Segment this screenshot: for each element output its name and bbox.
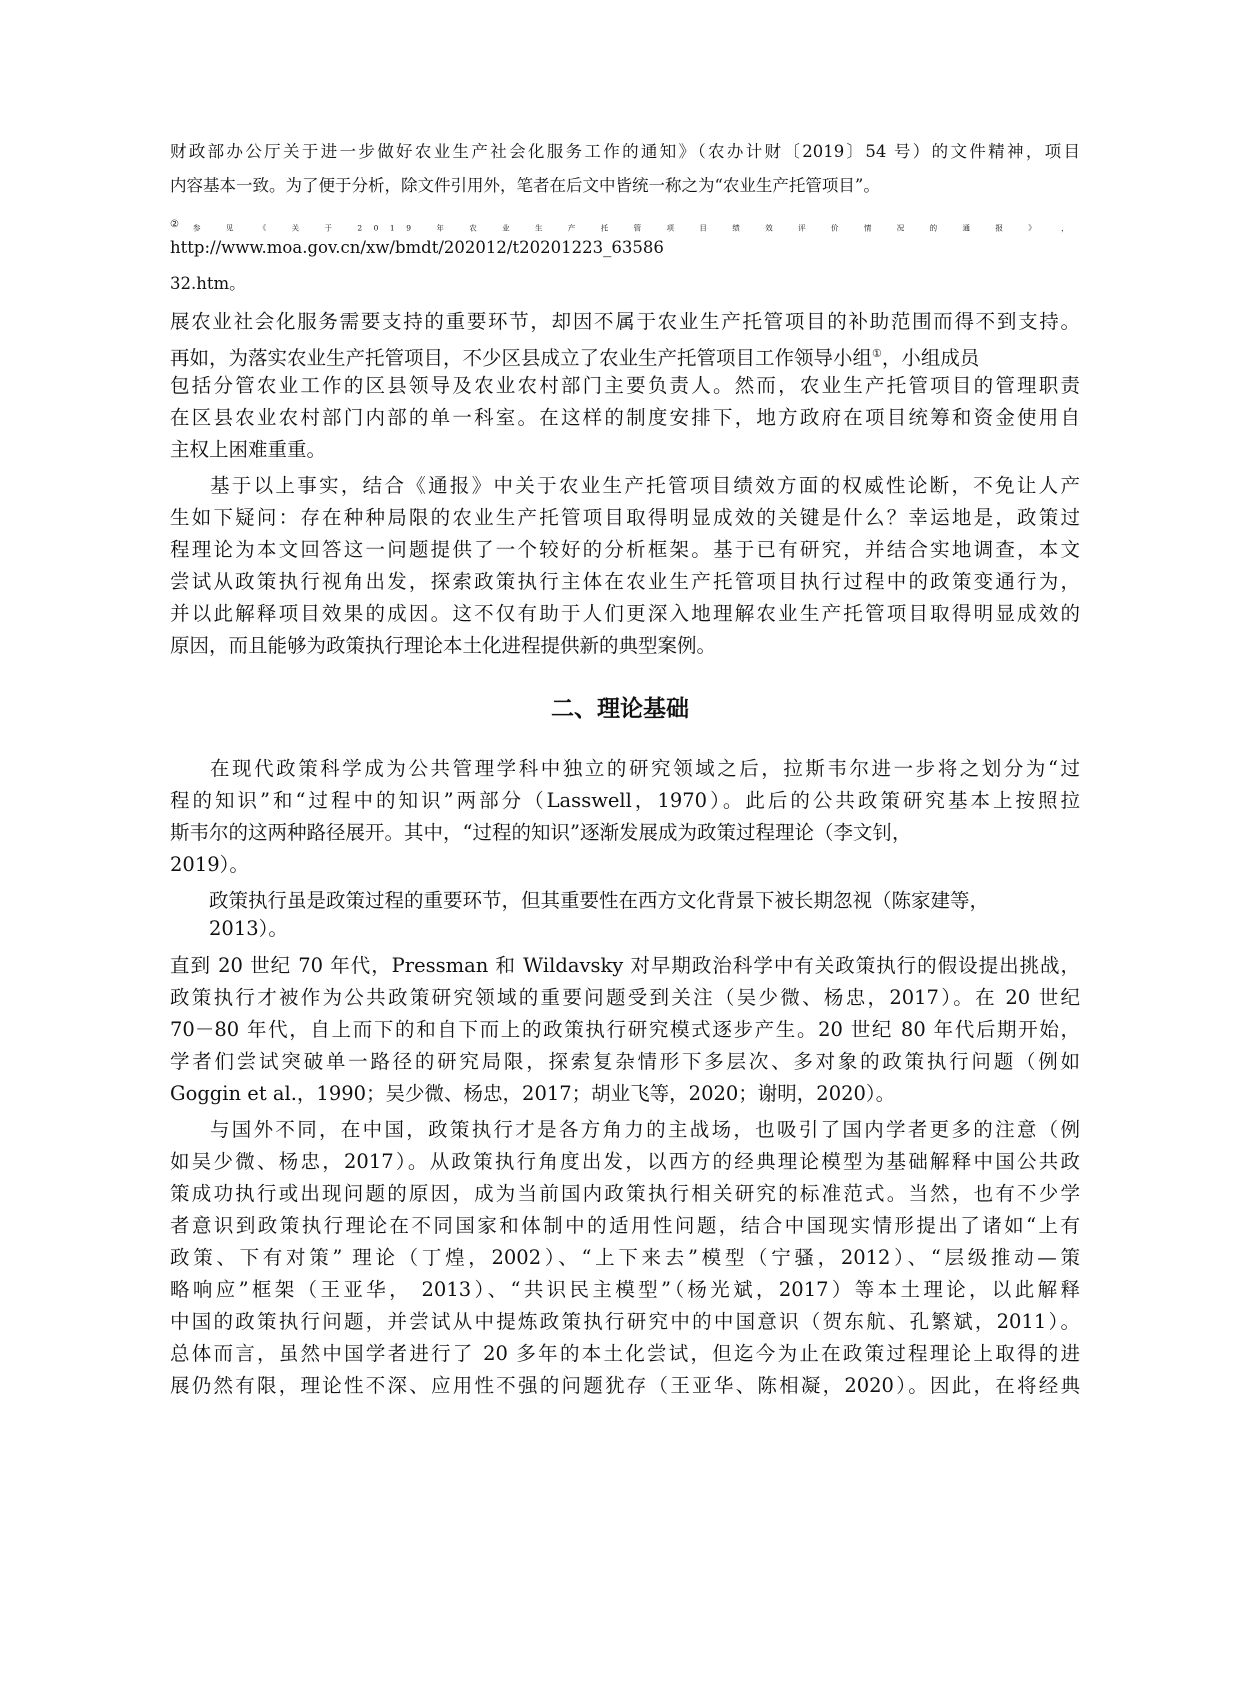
paragraph-2-line-6: 原因，而且能够为政策执行理论本土化进程提供新的典型案例。 [170,634,717,657]
paragraph-2-line-3: 程理论为本文回答这一问题提供了一个较好的分析框架。基于已有研究，并结合实地调查，本文 [170,538,1080,561]
paragraph-3-line-1: 在现代政策科学成为公共管理学科中独立的研究领域之后，拉斯韦尔进一步将之划分为“过 [210,757,1080,780]
footnote-ref-1: ① [872,347,882,360]
paragraph-6-line-6: 略响应”框架（王亚华， 2013）、“共识民主模型”（杨光斌，2017）等本土理论，以此解释 [170,1278,1080,1301]
paragraph-6-line-4: 者意识到政策执行理论在不同国家和体制中的适用性问题，结合中国现实情形提出了诸如“上有 [170,1214,1080,1237]
paragraph-6-line-1: 与国外不同，在中国，政策执行才是各方角力的主战场，也吸引了国内学者更多的注意（例 [210,1118,1080,1141]
paragraph-4-line-1: 政策执行虽是政策过程的重要环节，但其重要性在西方文化背景下被长期忽视（陈家建等， [209,889,990,912]
paragraph-5-line-5: Goggin et al.，1990；吴少微、杨忠，2017；胡业飞等，2020；谢明，2020）。 [170,1082,896,1105]
paragraph-1-line-4: 在区县农业农村部门内部的单一科室。在这样的制度安排下，地方政府在项目统筹和资金使用自 [170,406,1080,429]
footnote-2-url-tail: 32.htm。 [170,274,246,293]
paragraph-2-line-1: 基于以上事实，结合《通报》中关于农业生产托管项目绩效方面的权威性论断，不免让人产 [210,474,1080,497]
paragraph-3-line-2: 程的知识”和“过程中的知识”两部分（Lasswell，1970）。此后的公共政策研究基本上按照拉 [170,789,1080,812]
paragraph-3-line-4: 2019）。 [170,853,249,876]
footnote-2-title: 参 见 《 关 于 2019 年 农 业 生 产 托 管 项 目 绩 效 评 价 情 况 的 通 报 》 ， [192,223,1081,233]
footnote-2-url: http://www.moa.gov.cn/xw/bmdt/202012/t20201223_63586 [170,238,664,257]
paragraph-6-line-5: 政策、下有对策” 理论（丁煌，2002）、“上下来去”模型（宁骚，2012）、“层级推动—策 [170,1246,1080,1269]
paragraph-4-line-2: 2013）。 [209,917,288,940]
footnote-1-line-1: 财政部办公厅关于进一步做好农业生产社会化服务工作的通知》（农办计财〔2019〕54 号）的文件精神，项目 [170,142,1080,161]
paragraph-2-line-2: 生如下疑问：存在种种局限的农业生产托管项目取得明显成效的关键是什么？幸运地是，政策过 [170,506,1080,529]
paragraph-3-line-3: 斯韦尔的这两种路径展开。其中，“过程的知识”逐渐发展成为政策过程理论（李文钊， [170,821,912,844]
paragraph-6-line-2: 如吴少微、杨忠，2017）。从政策执行角度出发，以西方的经典理论模型为基础解释中国公共政 [170,1150,1080,1173]
paragraph-5-line-3: 70－80 年代，自上而下的和自下而上的政策执行研究模式逐步产生。20 世纪 80 年代后期开始， [170,1018,1080,1041]
footnote-1-line-2: 内容基本一致。为了便于分析，除文件引用外，笔者在后文中皆统一称之为“农业生产托管项目”。 [170,176,880,195]
paragraph-6-line-3: 策成功执行或出现问题的原因，成为当前国内政策执行相关研究的标准范式。当然，也有不少学 [170,1182,1080,1205]
paragraph-1-line-2 [170,340,1080,373]
footnote-2-marker: ② [170,219,179,230]
footnote-2-line-1 [170,214,1080,240]
paragraph-5-line-2: 政策执行才被作为公共政策研究领域的重要问题受到关注（吴少微、杨忠，2017）。在 20 世纪 [170,986,1080,1009]
paragraph-1-line-5: 主权上困难重重。 [170,438,327,461]
paragraph-6-line-9: 展仍然有限，理论性不深、应用性不强的问题犹存（王亚华、陈相凝，2020）。因此，在将经典 [170,1374,1080,1397]
paragraph-5-line-1: 直到 20 世纪 70 年代，Pressman 和 Wildavsky 对早期政治科学中有关政策执行的假设提出挑战， [170,954,1080,977]
section-heading: 二、理论基础 [551,696,689,722]
paragraph-6-line-8: 总体而言，虽然中国学者进行了 20 多年的本土化尝试，但迄今为止在政策过程理论上取得的进 [170,1342,1080,1365]
paragraph-2-line-4: 尝试从政策执行视角出发，探索政策执行主体在农业生产托管项目执行过程中的政策变通行为， [170,570,1080,593]
paragraph-2-line-5: 并以此解释项目效果的成因。这不仅有助于人们更深入地理解农业生产托管项目取得明显成效的 [170,602,1080,625]
paragraph-5-line-4: 学者们尝试突破单一路径的研究局限，探索复杂情形下多层次、多对象的政策执行问题（例如 [170,1050,1080,1073]
paragraph-1-line-2-text: 再如，为落实农业生产托管项目，不少区县成立了农业生产托管项目工作领导小组 [170,346,873,370]
paragraph-6-line-7: 中国的政策执行问题，并尝试从中提炼政策执行研究中的中国意识（贺东航、孔繁斌，2011）。 [170,1310,1080,1333]
paragraph-1-line-3: 包括分管农业工作的区县领导及农业农村部门主要负责人。然而，农业生产托管项目的管理职责 [170,374,1080,397]
paragraph-1-line-1: 展农业社会化服务需要支持的重要环节，却因不属于农业生产托管项目的补助范围而得不到支持。 [170,310,1080,333]
paragraph-1-line-2-tail: ，小组成员 [881,346,980,370]
